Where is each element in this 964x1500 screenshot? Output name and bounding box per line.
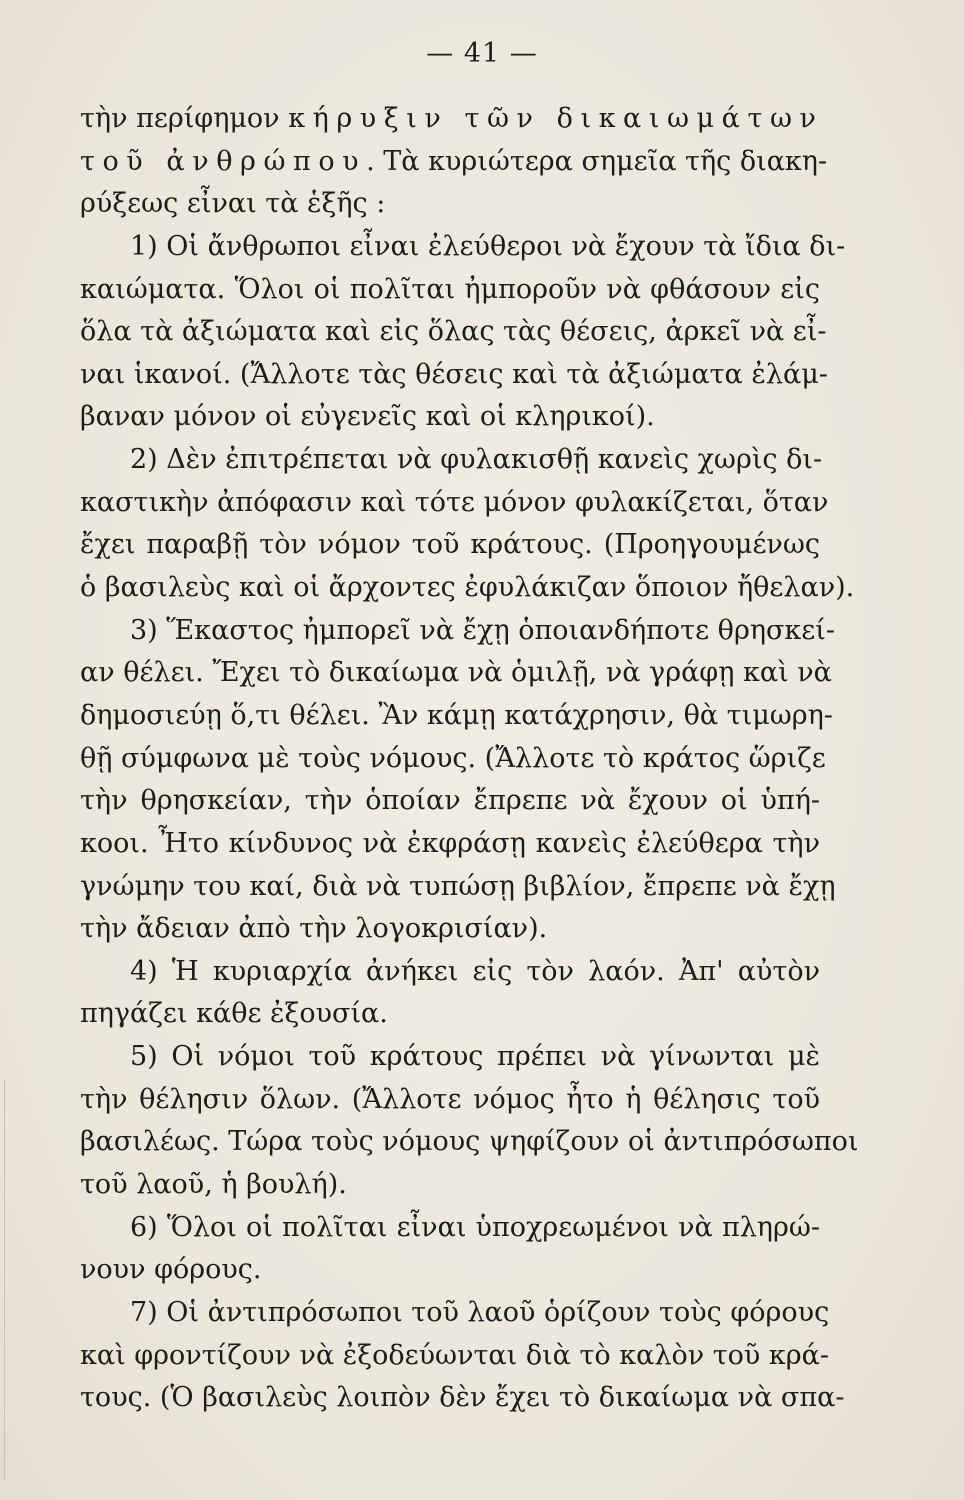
text-line: τοῦ λαοῦ, ἡ βουλή). [80,1169,347,1201]
text-line [80,141,828,184]
text-line: πηγάζει κάθε ἐξουσία. [80,998,388,1030]
text-line: ρύξεως εἶναι τὰ ἑξῆς : [80,188,386,220]
text-line: κοοι. Ἦτο κίνδυνος νὰ ἐκφράσῃ κανεὶς ἐλεύθερα τὴν [80,827,820,859]
text-run: τὴν περίφημον [80,103,289,134]
text-line: 6) Ὅλοι οἱ πολῖται εἶναι ὑποχρεωμένοι νὰ πληρώ- [130,1211,820,1243]
text-line: 2) Δὲν ἐπιτρέπεται νὰ φυλακισθῇ κανεὶς χωρὶς δι- [130,444,823,476]
text-line: νουν φόρους. [80,1254,262,1286]
scan-edge-line [4,1080,5,1480]
text-line: 1) Οἱ ἄνθρωποι εἶναι ἐλεύθεροι νὰ ἔχουν τὰ ἴδια δι- [130,230,846,262]
text-line: βαναν μόνον οἱ εὐγενεῖς καὶ οἱ κληρικοί). [80,401,655,433]
text-line: 7) Οἱ ἀντιπρόσωποι τοῦ λαοῦ ὁρίζουν τοὺς φόρους [130,1296,830,1328]
text-line: τὴν θέλησιν ὅλων. (Ἄλλοτε νόμος ἦτο ἡ θέλησις τοῦ [80,1083,820,1115]
text-line: 5) Οἱ νόμοι τοῦ κράτους πρέπει νὰ γίνωνται μὲ [130,1041,820,1073]
text-line: ἔχει παραβῇ τὸν νόμον τοῦ κράτους. (Προηγουμένως [80,529,820,561]
text-line: θῇ σύμφωνα μὲ τοὺς νόμους. (Ἄλλοτε τὸ κράτος ὥριζε [80,742,826,774]
spaced-text-run: τοῦ ἀνθρώπου [80,145,367,177]
page-number: — 41 — [426,38,538,69]
text-line: καὶ φροντίζουν νὰ ἐξοδεύωνται διὰ τὸ καλὸν τοῦ κρά- [80,1339,830,1371]
text-line: τους. (Ὁ βασιλεὺς λοιπὸν δὲν ἔχει τὸ δικαίωμα νὰ σπα- [80,1382,845,1414]
text-run: . Τὰ κυριώτερα σημεῖα τῆς διακη- [366,145,828,177]
text-line: δημοσιεύῃ ὅ,τι θέλει. Ἂν κάμῃ κατάχρησιν, θὰ τιμωρη- [80,699,833,731]
body-text [80,98,859,1420]
text-line: 4) Ἡ κυριαρχία ἀνήκει εἰς τὸν λαόν. Ἀπ' αὐτὸν [130,955,820,987]
text-line: 3) Ἕκαστος ἠμπορεῖ νὰ ἔχῃ ὁποιανδήποτε θρησκεί- [130,614,835,646]
text-line: ναι ἱκανοί. (Ἄλλοτε τὰς θέσεις καὶ τὰ ἀξιώματα ἐλάμ- [80,358,828,390]
text-line: βασιλέως. Τώρα τοὺς νόμους ψηφίζουν οἱ ἀντιπρόσωποι [80,1126,859,1158]
text-line: καιώματα. Ὅλοι οἱ πολῖται ἠμποροῦν νὰ φθάσουν εἰς [80,273,820,305]
text-line: αν θέλει. Ἔχει τὸ δικαίωμα νὰ ὁμιλῇ, νὰ γράφῃ καὶ νὰ [80,657,832,689]
text-line [80,98,824,141]
text-line: τὴν ἄδειαν ἀπὸ τὴν λογοκρισίαν). [80,913,548,945]
text-line: τὴν θρησκείαν, τὴν ὁποίαν ἔπρεπε νὰ ἔχουν οἱ ὑπή- [80,785,820,817]
text-line: ὅλα τὰ ἀξιώματα καὶ εἰς ὅλας τὰς θέσεις, ἀρκεῖ νὰ εἶ- [80,316,827,348]
text-line: ὁ βασιλεὺς καὶ οἱ ἄρχοντες ἐφυλάκιζαν ὅποιον ἤθελαν). [80,572,855,604]
spaced-text-run: κήρυξιν τῶν δικαιωμάτων [288,103,824,134]
text-line: γνώμην του καί, διὰ νὰ τυπώσῃ βιβλίον, ἔπρεπε νὰ ἔχῃ [80,870,836,902]
text-line: καστικὴν ἀπόφασιν καὶ τότε μόνον φυλακίζεται, ὅταν [80,486,829,518]
